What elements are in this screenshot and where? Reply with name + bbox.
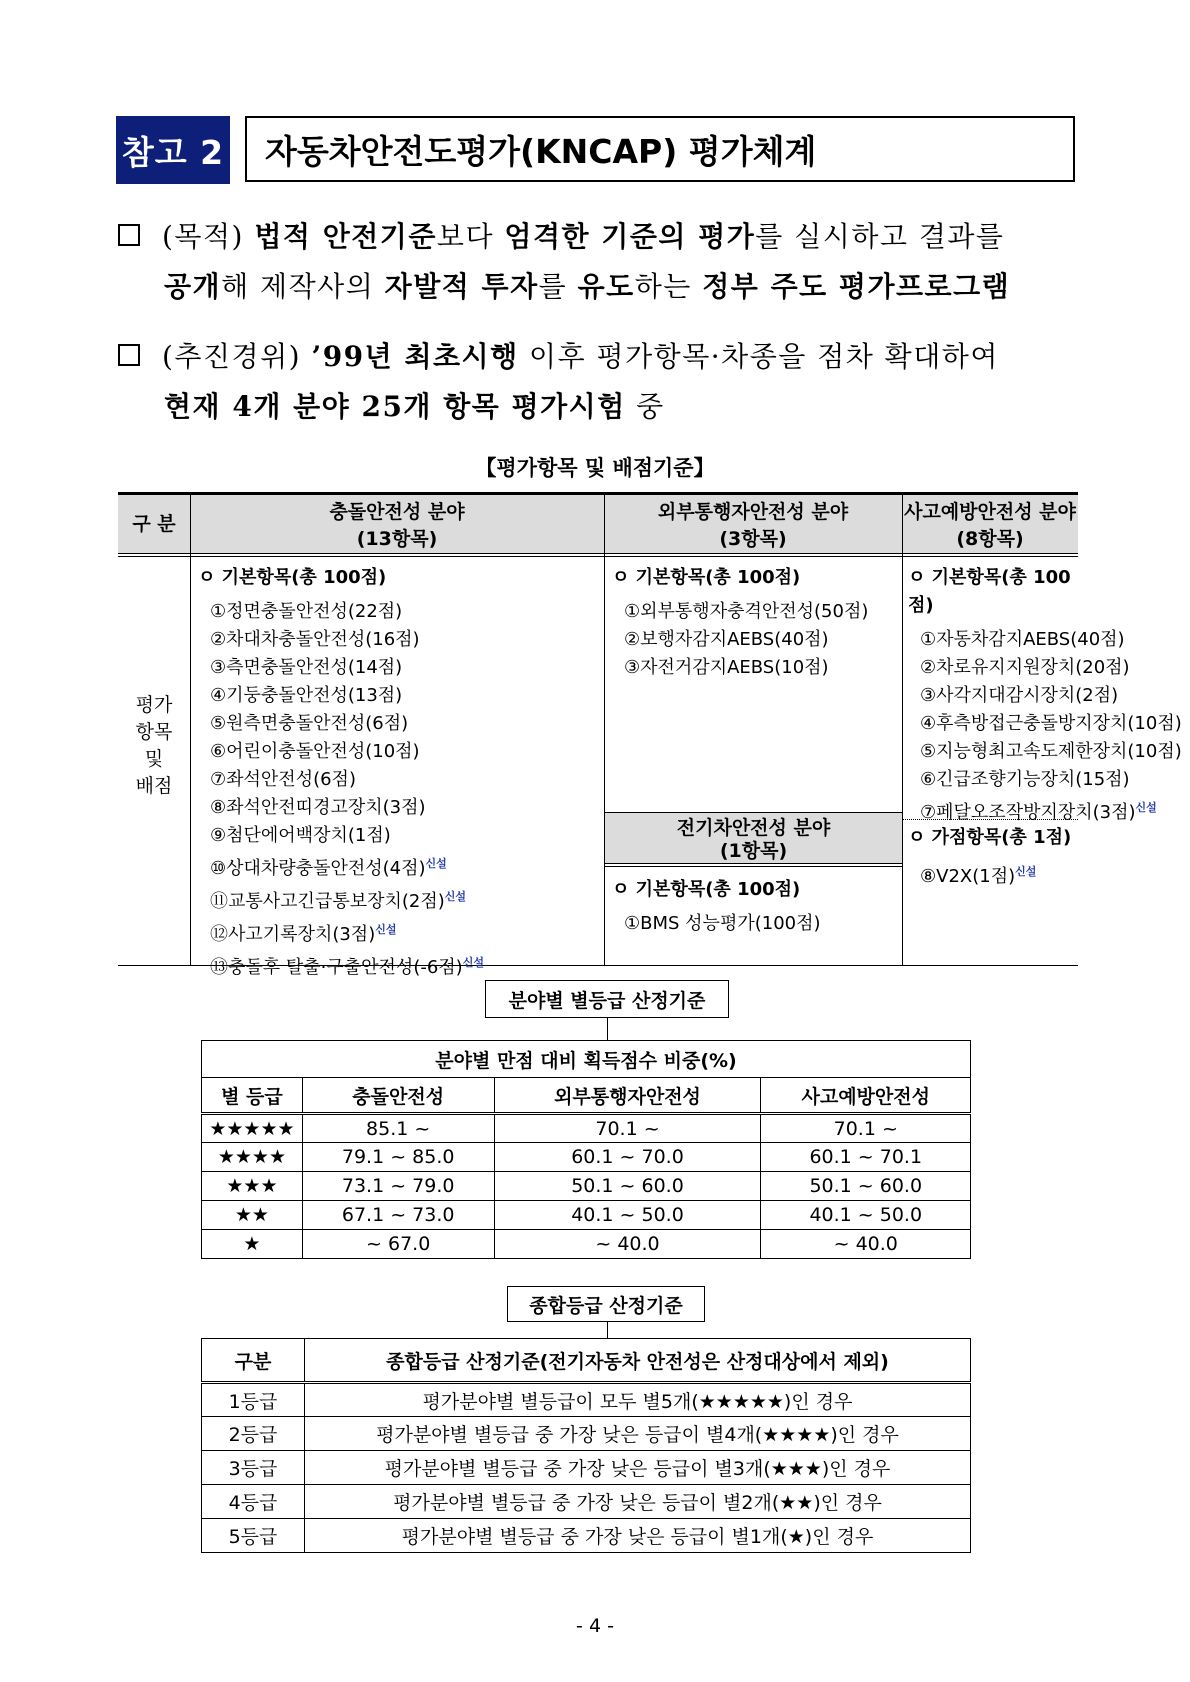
bullet-text: 를 — [538, 270, 578, 303]
table-row — [202, 1114, 971, 1143]
overall-rating-table — [201, 1338, 971, 1553]
table-row — [202, 1172, 971, 1201]
criteria-cell: 평가분야별 별등급 중 가장 낮은 등급이 별4개(★★★★)인 경우 — [305, 1417, 971, 1451]
bullet-text: 공개 — [164, 270, 222, 303]
eval-item: ③사각지대감시장치(2점) — [920, 685, 1119, 706]
bullet-line — [116, 262, 1096, 312]
star-rating-table — [201, 1040, 971, 1259]
bullet-text: 이후 평가항목·차종을 점차 확대하여 — [518, 340, 999, 373]
eval-item: ⑤원측면충돌안전성(6점) — [210, 713, 409, 734]
bullet-line — [116, 382, 1096, 432]
score-range-cell: ~ 40.0 — [761, 1230, 971, 1259]
pedestrian-basic-subtitle: ㅇ 기본항목(총 100점) — [612, 567, 801, 588]
accident-bonus-subtitle: ㅇ 가점항목(총 1점) — [908, 827, 1072, 848]
bullet-text: 엄격한 기준의 평가 — [504, 220, 756, 253]
bullet-text: 현재 4개 분야 25개 항목 평가시험 — [164, 390, 626, 423]
score-range-cell: 50.1 ~ 60.0 — [494, 1172, 761, 1201]
star-grade-cell: ★★ — [202, 1201, 303, 1230]
table-row — [202, 1485, 971, 1519]
star-grade-cell: ★★★ — [202, 1172, 303, 1201]
star-rating-label: 분야별 별등급 산정기준 — [485, 980, 729, 1018]
eval-item: ①BMS 성능평가(100점) — [624, 913, 821, 934]
crash-basic-subtitle: ㅇ 기본항목(총 100점) — [198, 567, 387, 588]
eval-item: ②차대차충돌안전성(16점) — [210, 629, 420, 650]
accident-bonus-items — [908, 824, 1084, 891]
eval-item: ⑥어린이충돌안전성(10점) — [210, 741, 420, 762]
crash-header: 충돌안전성 분야 (13항목) — [190, 495, 604, 553]
table-row — [202, 1230, 971, 1259]
row-label: 평가 항목 및 배점 — [135, 694, 173, 797]
bullet-text: (추진경위) — [162, 340, 312, 373]
bullet-text: 를 실시하고 결과를 — [755, 220, 1005, 253]
bullet-text: 보다 — [436, 220, 505, 253]
score-range-cell: 60.1 ~ 70.0 — [494, 1143, 761, 1172]
score-range-cell: 40.1 ~ 50.0 — [761, 1201, 971, 1230]
eval-item: ⑧V2X(1점)$^{신설}$ — [920, 865, 1037, 887]
accident-header: 사고예방안전성 분야 (8항목) — [902, 495, 1078, 553]
grade-cell: 2등급 — [202, 1417, 305, 1451]
evaluation-table — [118, 492, 1182, 978]
ev-basic-subtitle: ㅇ 기본항목(총 100점) — [612, 879, 801, 900]
new-badge: 신설 — [462, 956, 484, 969]
eval-item: ⑧좌석안전띠경고장치(3점) — [210, 797, 426, 818]
bullet-text: 정부 주도 평가프로그램 — [702, 270, 1011, 303]
table-row — [202, 1201, 971, 1230]
col-header: 충돌안전성 — [302, 1078, 494, 1114]
score-range-cell: 85.1 ~ — [302, 1114, 494, 1143]
score-range-cell: 67.1 ~ 73.0 — [302, 1201, 494, 1230]
bullet-text: 하는 — [634, 270, 703, 303]
table-row — [202, 1519, 971, 1553]
grade-cell: 4등급 — [202, 1485, 305, 1519]
col-header: 종합등급 산정기준(전기자동차 안전성은 산정대상에서 제외) — [305, 1339, 971, 1383]
score-range-cell: ~ 40.0 — [494, 1230, 761, 1259]
eval-item: ⑬충돌후 탈출·구출안전성(-6점)$^{신설}$ — [210, 956, 484, 978]
bullet-text: (목적) — [162, 220, 255, 253]
pedestrian-header: 외부통행자안전성 분야 (3항목) — [604, 495, 902, 553]
bullet-text: 자발적 투자 — [384, 270, 539, 303]
criteria-cell: 평가분야별 별등급 중 가장 낮은 등급이 별2개(★★)인 경우 — [305, 1485, 971, 1519]
criteria-cell: 평가분야별 별등급 중 가장 낮은 등급이 별1개(★)인 경우 — [305, 1519, 971, 1553]
eval-item: ⑩상대차량충돌안전성(4점)$^{신설}$ — [210, 857, 447, 879]
eval-item: ②보행자감지AEBS(40점) — [624, 629, 829, 650]
page-number: - 4 - — [576, 1615, 614, 1637]
pedestrian-items — [612, 564, 902, 682]
bullet-purpose — [116, 212, 1096, 312]
star-table-title: 분야별 만점 대비 획득점수 비중(%) — [202, 1041, 971, 1078]
score-range-cell: 79.1 ~ 85.0 — [302, 1143, 494, 1172]
eval-item: ⑫사고기록장치(3점)$^{신설}$ — [210, 923, 397, 945]
new-badge: 신설 — [444, 890, 467, 903]
score-range-cell: 60.1 ~ 70.1 — [761, 1143, 971, 1172]
new-badge: 신설 — [1135, 801, 1157, 814]
criteria-cell: 평가분야별 별등급이 모두 별5개(★★★★★)인 경우 — [305, 1383, 971, 1417]
score-range-cell: 40.1 ~ 50.0 — [494, 1201, 761, 1230]
grade-cell: 3등급 — [202, 1451, 305, 1485]
ev-header: 전기차안전성 분야 (1항목) — [605, 812, 902, 864]
star-grade-cell: ★ — [202, 1230, 303, 1259]
col-header: 별 등급 — [202, 1078, 303, 1114]
col-header: 구분 — [202, 1339, 305, 1383]
bullet-line — [116, 332, 1096, 382]
page-title: 자동차안전도평가(KNCAP) 평가체계 — [245, 116, 1075, 182]
bullet-text: 유도 — [577, 270, 635, 303]
eval-item: ⑪교통사고긴급통보장치(2점)$^{신설}$ — [210, 890, 467, 912]
ev-items — [612, 876, 902, 938]
score-range-cell: 50.1 ~ 60.0 — [761, 1172, 971, 1201]
checkbox-square-icon — [118, 224, 140, 246]
bullet-text: 중 — [625, 390, 665, 423]
score-range-cell: 70.1 ~ — [761, 1114, 971, 1143]
col-label-header: 구 분 — [118, 495, 190, 553]
crash-items — [198, 564, 598, 982]
bullet-line — [116, 212, 1096, 262]
star-grade-cell: ★★★★ — [202, 1143, 303, 1172]
bullet-history — [116, 332, 1096, 432]
eval-item: ④후측방접근충돌방지장치(10점) — [920, 713, 1182, 734]
table-row — [202, 1143, 971, 1172]
eval-item: ⑨첨단에어백장치(1점) — [210, 825, 391, 846]
eval-item: ①자동차감지AEBS(40점) — [920, 629, 1125, 650]
eval-item: ③자전거감지AEBS(10점) — [624, 657, 829, 678]
criteria-cell: 평가분야별 별등급 중 가장 낮은 등급이 별3개(★★★)인 경우 — [305, 1451, 971, 1485]
bullet-text: 해 제작사의 — [221, 270, 385, 303]
grade-cell: 1등급 — [202, 1383, 305, 1417]
score-range-cell: ~ 67.0 — [302, 1230, 494, 1259]
star-grade-cell: ★★★★★ — [202, 1114, 303, 1143]
eval-item: ③측면충돌안전성(14점) — [210, 657, 403, 678]
eval-item: ①외부통행자충격안전성(50점) — [624, 601, 869, 622]
bullet-text: ’99년 최초시행 — [311, 340, 519, 373]
checkbox-square-icon — [118, 344, 140, 366]
table-row — [202, 1383, 971, 1417]
table-row — [202, 1417, 971, 1451]
grade-cell: 5등급 — [202, 1519, 305, 1553]
new-badge: 신설 — [1015, 865, 1037, 878]
col-header: 사고예방안전성 — [761, 1078, 971, 1114]
table-row — [202, 1451, 971, 1485]
bullet-text: 법적 안전기준 — [254, 220, 437, 253]
col-header: 외부통행자안전성 — [494, 1078, 761, 1114]
new-badge: 신설 — [425, 857, 447, 870]
accident-basic-subtitle: ㅇ 기본항목(총 100점) — [908, 567, 1071, 616]
eval-item: ④기둥충돌안전성(13점) — [210, 685, 403, 706]
overall-rating-label: 종합등급 산정기준 — [507, 1286, 705, 1322]
score-range-cell: 73.1 ~ 79.0 — [302, 1172, 494, 1201]
eval-item: ⑦좌석안전성(6점) — [210, 769, 356, 790]
eval-item: ①정면충돌안전성(22점) — [210, 601, 403, 622]
reference-badge: 참고 2 — [116, 116, 230, 184]
section-title: 【평가항목 및 배점기준】 — [475, 456, 715, 480]
eval-item: ⑦페달오조작방지장치(3점)$^{신설}$ — [920, 801, 1157, 823]
eval-item: ⑤지능형최고속도제한장치(10점) — [920, 741, 1182, 762]
eval-item: ⑥긴급조향기능장치(15점) — [920, 769, 1130, 790]
score-range-cell: 70.1 ~ — [494, 1114, 761, 1143]
new-badge: 신설 — [375, 923, 397, 936]
accident-items — [908, 564, 1182, 827]
eval-item: ②차로유지지원장치(20점) — [920, 657, 1130, 678]
